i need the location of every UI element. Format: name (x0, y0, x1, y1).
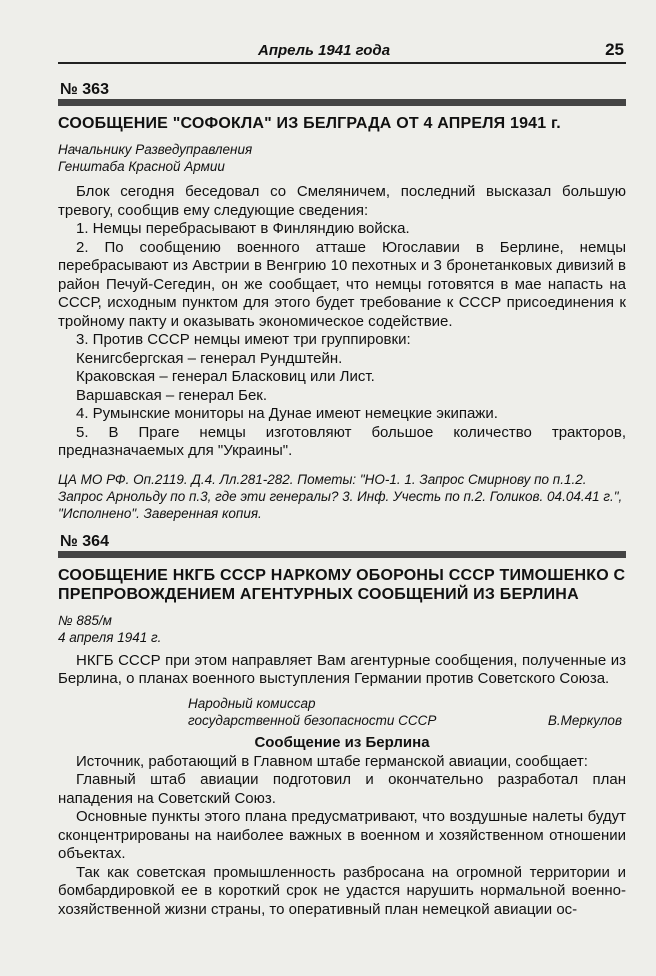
paragraph: Источник, работающий в Главном штабе германской авиации, сообщает: (76, 752, 588, 770)
addressee-line: Генштаба Красной Армии (58, 159, 225, 174)
doc-number-bar (58, 551, 626, 558)
page-number: 25 (605, 40, 624, 59)
header-title: Апрель 1941 года (258, 42, 391, 59)
paragraph: Блок сегодня беседовал со Смеляничем, последний высказал большую тревогу, сообщив ему следующие сведения: (58, 183, 626, 219)
archive-source: ЦА МО РФ. Оп.2119. Д.4. Лл.281-282. Пометы: "НО-1. 1. Запрос Смирнову по п.1.2. Запрос Арнольду по п.3, где эти генералы? 3. Инф. Учесть по п.2. Голиков. 04.04.41 г.", "Исполнено". Заверенная копия. (58, 471, 623, 521)
addressee (58, 141, 626, 175)
doc-number: № 363 (60, 81, 109, 98)
paragraph: 2. По сообщению военного атташе Югославии в Берлине, немцы перебрасывают из Австрии в Венгрию 10 пехотных и 3 бронетанковых дивизий в район Печуй-Сегедин, он же сообщает, что немцы готовятся в мае напасть на СССР, исходным пунктом для этого будет требование к СССР присоединения к тройному пакту и оказывать экономическое содействие. (58, 238, 626, 330)
addressee-line: Начальнику Разведуправления (58, 142, 253, 157)
paragraph: НКГБ СССР при этом направляет Вам агентурные сообщения, полученные из Берлина, о планах военного выступления Германии против Советского Союза. (58, 651, 626, 687)
header-rule (58, 62, 626, 64)
paragraph: 4. Румынские мониторы на Дунае имеют немецкие экипажи. (76, 405, 498, 422)
page-content (58, 80, 626, 919)
paragraph: 3. Против СССР немцы имеют три группировки: (76, 331, 411, 348)
paragraph: 5. В Праге немцы изготовляют большое количество тракторов, предназначаемых для "Украины". (58, 423, 626, 459)
paragraph: Краковская – генерал Бласковиц или Лист. (76, 368, 375, 385)
doc-title: СООБЩЕНИЕ "СОФОКЛА" ИЗ БЕЛГРАДА ОТ 4 АПРЕЛЯ 1941 г. (58, 115, 561, 132)
paragraph: Кенигсбергская – генерал Рундштейн. (76, 349, 343, 367)
paragraph: 1. Немцы перебрасывают в Финляндию войска. (76, 220, 410, 237)
doc-number: № 364 (60, 532, 109, 550)
document-364 (58, 532, 626, 920)
doc-title: СООБЩЕНИЕ НКГБ СССР НАРКОМУ ОБОРОНЫ СССР ТИМОШЕНКО С ПРЕПРОВОЖДЕНИЕМ АГЕНТУРНЫХ СООБЩЕНИЙ ИЗ БЕРЛИНА (58, 566, 626, 603)
signature-block (58, 695, 626, 729)
paragraph: Основные пункты этого плана предусматривают, что воздушные налеты будут сконцентрированы на наиболее важных в военном и хозяйственном отношении объектах. (58, 808, 626, 862)
paragraph: Варшавская – генерал Бек. (76, 386, 268, 404)
running-header (58, 40, 626, 66)
signatory-title: государственной безопасности СССР (188, 712, 437, 728)
doc-date: 4 апреля 1941 г. (58, 629, 162, 645)
section-heading: Сообщение из Берлина (254, 733, 430, 751)
signatory-name: В.Меркулов (547, 712, 622, 728)
signatory-title: Народный комиссар (188, 695, 316, 711)
document-363 (58, 80, 626, 522)
paragraph: Главный штаб авиации подготовил и окончательно разработал план нападения на Советский Союз. (58, 771, 626, 807)
doc-number-bar (58, 99, 626, 106)
ref-number: № 885/м (58, 612, 112, 628)
paragraph: Так как советская промышленность разбросана на огромной территории и бомбардировкой ее в короткий срок не удастся нарушить нормальной военно-хозяйственной жизни страны, то оперативный план немецкой авиации ос- (58, 863, 626, 918)
